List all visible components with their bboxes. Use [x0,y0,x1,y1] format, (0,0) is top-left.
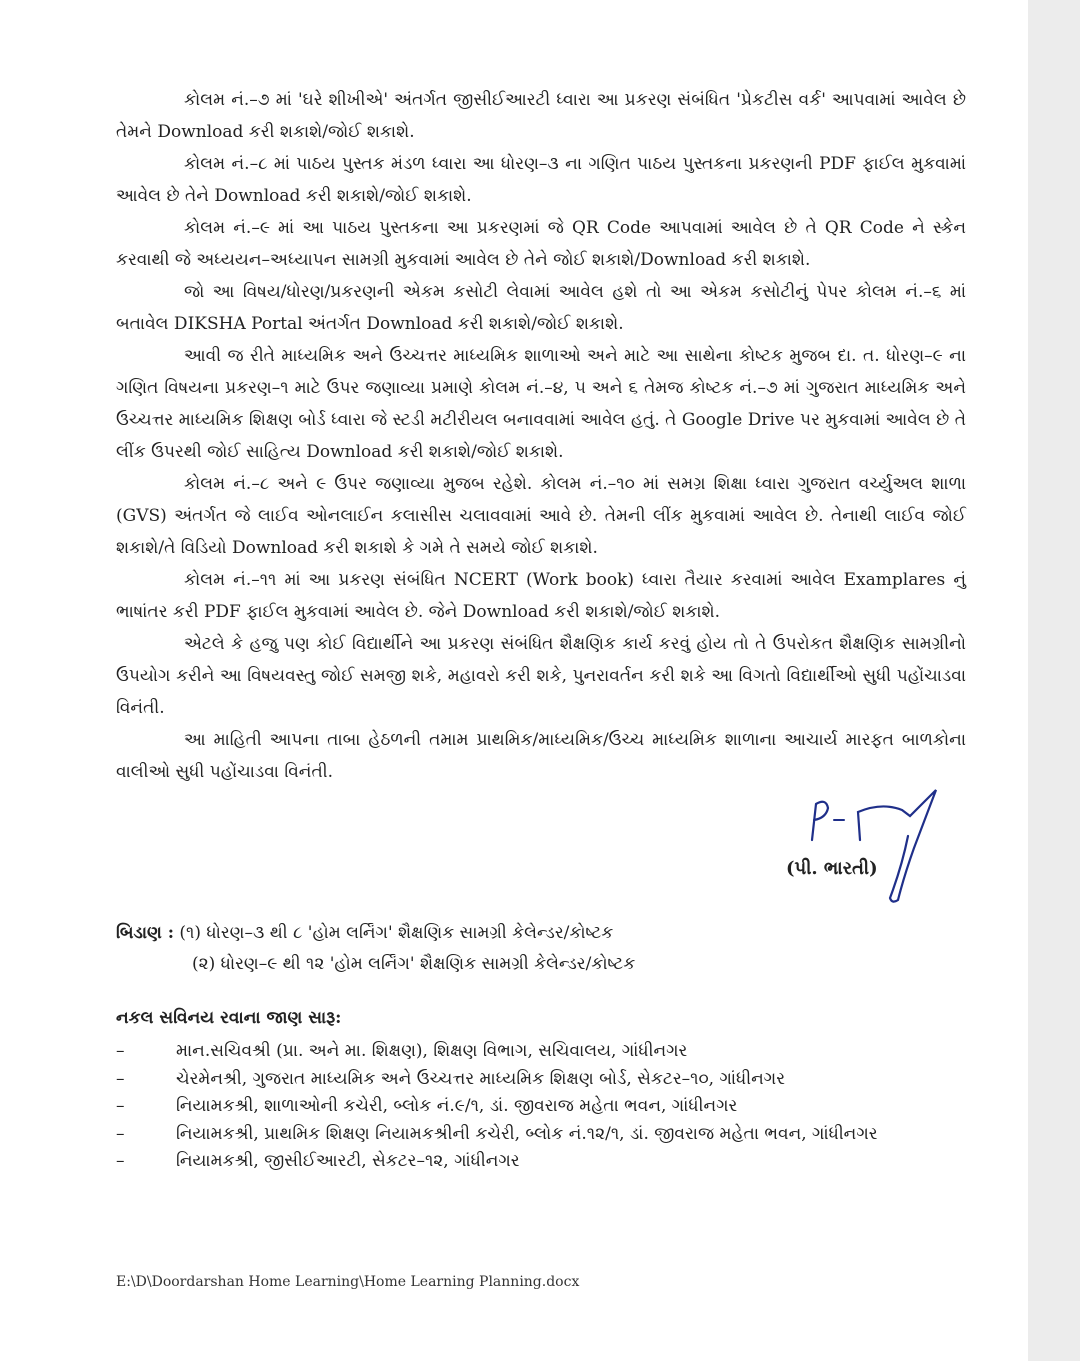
list-marker: – [116,1151,125,1171]
copy-to-section [116,1004,976,1176]
recipient-row [116,1148,976,1176]
handwritten-signature [790,782,950,912]
paragraph-student-request: એટલે કે હજુ પણ કોઈ વિદ્યાર્થીને આ પ્રકરણ સંબંધિત શૈક્ષણિક કાર્ય કરવું હોય તો તે ઉપરોકત શૈક્ષણિક સામગ્રીનો ઉપયોગ કરીને આ વિષયવસ્તુ જોઈ સમજી શકે, મહાવરો કરી શકે, પુનરાવર્તન કરી શકે આ વિગતો વિદ્યાર્થીઓ સુધી પહોંચાડવા વિનંતી. [116,634,966,718]
recipient-text: નિયામકશ્રી, શાળાઓની કચેરી, બ્લોક નં.૯/૧, ડાં. જીવરાજ મહેતા ભવન, ગાંધીનગર [176,1096,738,1116]
list-marker: – [116,1041,125,1061]
recipient-text: નિયામકશ્રી, પ્રાથમિક શિક્ષણ નિયામકશ્રીની કચેરી, બ્લોક નં.૧૨/૧, ડાં. જીવરાજ મહેતા ભવન, ગાંધીનગર [176,1123,878,1144]
recipient-text: માન.સચિવશ્રી (પ્રા. અને મા. શિક્ષણ), શિક્ષણ વિભાગ, સચિવાલય, ગાંધીનગર [176,1041,688,1061]
enclosure-label: બિડાણ : [116,923,175,943]
recipient-row [116,1038,976,1066]
enclosure-item: (૨) ધોરણ–૯ થી ૧૨ 'હોમ લર્નિંગ' શૈક્ષણિક સામગ્રી કેલેન્ડર/કોષ્ટક [192,954,636,974]
enclosure-text: (૧) ધોરણ–૩ થી ૮ 'હોમ લર્નિંગ' શૈક્ષણિક સામગ્રી કેલેન્ડર/કોષ્ટક [179,923,614,943]
letter-body [116,84,966,788]
page-margin [1028,0,1080,1361]
enclosure-item [116,918,816,949]
recipient-row [116,1066,976,1094]
paragraph-column-9: કોલમ નં.–૯ માં આ પાઠય પુસ્તકના આ પ્રકરણમાં જે QR Code આપવામાં આવેલ છે તે QR Code ને સ્કેન કરવાથી જે અધ્યયન–અધ્યાપન સામગ્રી મુકવામાં આવેલ છે તેને જોઈ શકાશે/Download કરી શકાશે. [116,218,966,270]
paragraph-unit-test: જો આ વિષય/ધોરણ/પ્રકરણની એકમ કસોટી લેવામાં આવેલ હશે તો આ એકમ કસોટીનું પેપર કોલમ નં.–૬ માં બતાવેલ DIKSHA Portal અંતર્ગત Download કરી શકાશે/જોઈ શકાશે. [116,282,966,334]
paragraph-column-11: કોલમ નં.–૧૧ માં આ પ્રકરણ સંબંધિત NCERT (Work book) ધ્વારા તૈયાર કરવામાં આવેલ Examplares નું ભાષાંતર કરી PDF ફાઈલ મુકવામાં આવેલ છે. જેને Download કરી શકાશે/જોઈ શકાશે. [116,570,966,622]
recipient-row [116,1093,976,1121]
paragraph-closing-request: આ માહિતી આપના તાબા હેઠળની તમામ પ્રાથમિક/માધ્યમિક/ઉચ્ચ માધ્યમિક શાળાના આચાર્ય મારફત બાળકોના વાલીઓ સુધી પહોંચાડવા વિનંતી. [116,730,966,782]
signature-block [770,782,970,922]
footer-file-path: E:\D\Doordarshan Home Learning\Home Learning Planning.docx [116,1274,580,1290]
list-marker: – [116,1096,125,1116]
paragraph-column-8: કોલમ નં.–૮ માં પાઠય પુસ્તક મંડળ ધ્વારા આ ધોરણ–૩ ના ગણિત પાઠય પુસ્તકના પ્રકરણની PDF ફાઈલ મુકવામાં આવેલ છે તેને Download કરી શકાશે/જોઈ શકાશે. [116,154,966,206]
recipient-text: ચેરમેનશ્રી, ગુજરાત માધ્યમિક અને ઉચ્ચત્તર માધ્યમિક શિક્ષણ બોર્ડ, સેકટર–૧૦, ગાંધીનગર [176,1068,785,1089]
enclosures [116,918,816,980]
paragraph-column-7: કોલમ નં.–૭ માં 'ઘરે શીખીએ' અંતર્ગત જીસીઈઆરટી ધ્વારા આ પ્રકરણ સંબંધિત 'પ્રેકટીસ વર્ક' આપવામાં આવેલ છે તેમને Download કરી શકાશે/જોઈ શકાશે. [116,90,966,142]
signatory-name: (પી. ભારતી) [786,858,878,879]
recipient-row [116,1121,976,1149]
list-marker: – [116,1123,125,1144]
paragraph-column-10: કોલમ નં.–૮ અને ૯ ઉપર જણાવ્યા મુજબ રહેશે. કોલમ નં.–૧૦ માં સમગ્ર શિક્ષા ધ્વારા ગુજરાત વર્ચ્યુઅલ શાળા (GVS) અંતર્ગત જે લાઈવ ઓનલાઈન કલાસીસ ચલાવવામાં આવે છે. તેમની લીંક મુકવામાં આવેલ છે. તેનાથી લાઈવ જોઈ શકાશે/તે વિડિયો Download કરી શકાશે કે ગમે તે સમયે જોઈ શકાશે. [116,474,966,558]
recipient-text: નિયામકશ્રી, જીસીઈઆરટી, સેકટર–૧૨, ગાંધીનગર [176,1151,520,1171]
copy-to-heading: નકલ સવિનય રવાના જાણ સારૂ: [116,1008,342,1028]
paragraph-secondary-schools: આવી જ રીતે માધ્યમિક અને ઉચ્ચત્તર માધ્યમિક શાળાઓ અને માટે આ સાથેના કોષ્ટક મુજબ દા. ત. ધોરણ–૯ ના ગણિત વિષયના પ્રકરણ–૧ માટે ઉપર જણાવ્યા પ્રમાણે કોલમ નં.–૪, ૫ અને ૬ તેમજ કોષ્ટક નં.–૭ માં ગુજરાત માધ્યમિક અને ઉચ્ચત્તર માધ્યમિક શિક્ષણ બોર્ડ ધ્વારા જે સ્ટડી મટીરીયલ બનાવવામાં આવેલ હતું. તે Google Drive પર મુકવામાં આવેલ છે તે લીંક ઉપરથી જોઈ સાહિત્ય Download કરી શકાશે/જોઈ શકાશે. [116,346,966,462]
list-marker: – [116,1068,125,1089]
